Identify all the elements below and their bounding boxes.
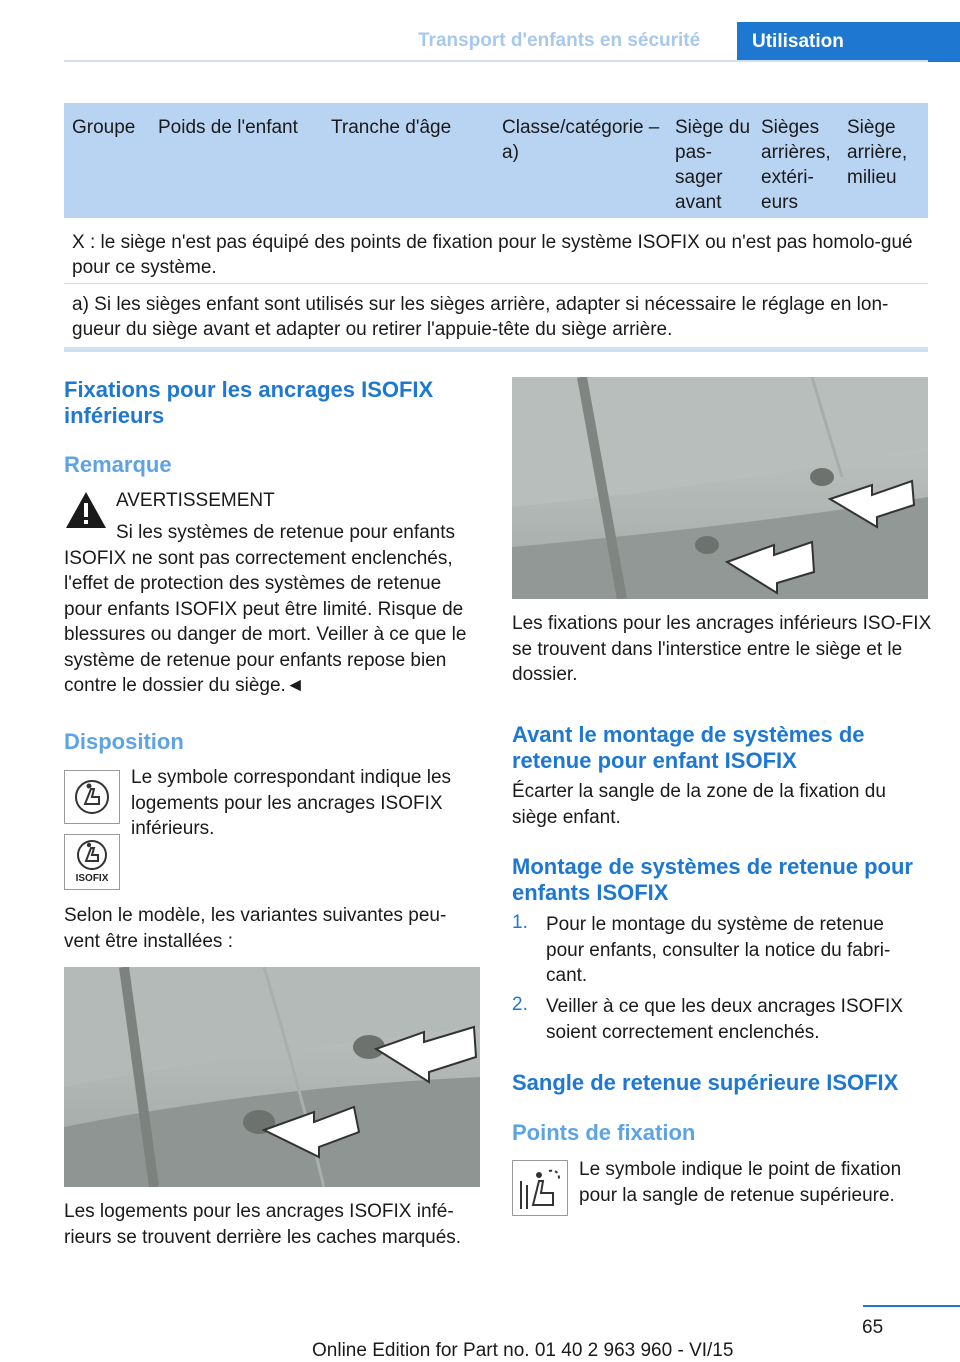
chapter-tab[interactable] <box>737 22 960 62</box>
remarque-heading: Remarque <box>64 452 172 477</box>
footer-rule <box>863 1305 960 1307</box>
section-title: Transport d'enfants en sécurité <box>418 30 701 51</box>
table-note-a-text: a) Si les sièges enfant sont utilisés sur les sièges arrière, adapter si nécessaire le réglage en lon-gueur du siège avant et adapter ou retirer l'appuie-tête du siège arrière. <box>72 294 889 340</box>
top-tether-icon <box>512 1160 568 1216</box>
table-header-cell: Siège arrière, milieu <box>847 117 908 188</box>
table-header-cell: Sièges arrières, extéri-eurs <box>761 117 831 213</box>
montage-heading: Montage de systèmes de retenue pour enfants ISOFIX <box>512 854 913 905</box>
isofix-label-icon <box>64 834 120 890</box>
list-item: Veiller à ce que les deux ancrages ISOFIX soient correctement enclenchés. <box>546 996 903 1043</box>
warning-text: Si les systèmes de retenue pour enfants ISOFIX ne sont pas correctement enclenchés, l'effet de protection des systèmes de retenue pour enfants ISOFIX peut être limité. Risque de blessures ou danger de mort. Veiller à ce que le système de retenue pour enfants repose bien contre le dossier du siège.◄ <box>64 522 467 696</box>
table-header-cell: Tranche d'âge <box>331 117 452 138</box>
table-header-cell: Classe/catégorie – a) <box>502 117 660 163</box>
isofix-icon-label: ISOFIX <box>75 873 109 884</box>
table-header-cell: Poids de l'enfant <box>158 117 298 138</box>
table-note-x-text: X : le siège n'est pas équipé des points de fixation pour le système ISOFIX ou n'est pas homolo-gué pour ce système. <box>72 232 913 278</box>
right-photo-caption: Les fixations pour les ancrages inférieurs ISO-FIX se trouvent dans l'interstice entre le siège et le dossier. <box>512 613 932 685</box>
edition-footer: Online Edition for Part no. 01 40 2 963 960 - VI/15 <box>312 1340 734 1361</box>
isofix-seat-icon <box>64 770 120 824</box>
table-header-cell: Groupe <box>72 117 136 138</box>
points-heading: Points de fixation <box>512 1120 696 1145</box>
sangle-heading: Sangle de retenue supérieure ISOFIX <box>512 1070 899 1095</box>
rear-seat-gap-photo <box>512 377 928 599</box>
warning-title: AVERTISSEMENT <box>116 490 275 511</box>
list-item: Pour le montage du système de retenue pour enfants, consulter la notice du fabri-cant. <box>546 914 891 986</box>
disposition-text: Le symbole correspondant indique les logements pour les ancrages ISOFIX inférieurs. <box>131 767 452 839</box>
chapter-tab-label: Utilisation <box>752 31 844 52</box>
disposition-heading: Disposition <box>64 729 184 754</box>
avant-montage-text: Écarter la sangle de la zone de la fixation du siège enfant. <box>512 781 886 828</box>
variants-text: Selon le modèle, les variantes suivantes peu-vent être installées : <box>64 905 447 952</box>
points-text: Le symbole indique le point de fixation pour la sangle de retenue supérieure. <box>579 1159 902 1206</box>
table-header-cell: Siège du pas-sager avant <box>675 117 751 213</box>
step-number: 2. <box>512 994 528 1015</box>
table-note-a <box>64 292 928 342</box>
header-rule <box>64 60 928 62</box>
page-number: 65 <box>862 1317 884 1338</box>
left-photo-caption: Les logements pour les ancrages ISOFIX infé-rieurs se trouvent derrière les caches marqués. <box>64 1201 462 1248</box>
table-header-row <box>64 103 928 218</box>
table-row-divider <box>64 283 928 284</box>
rear-seat-caps-photo <box>64 967 480 1187</box>
step-number: 1. <box>512 912 528 933</box>
isofix-lower-heading: Fixations pour les ancrages ISOFIX inférieurs <box>64 377 434 428</box>
avant-montage-heading: Avant le montage de systèmes de retenue pour enfant ISOFIX <box>512 722 865 773</box>
table-note-x <box>64 230 928 280</box>
table-bottom-rule <box>64 347 928 352</box>
